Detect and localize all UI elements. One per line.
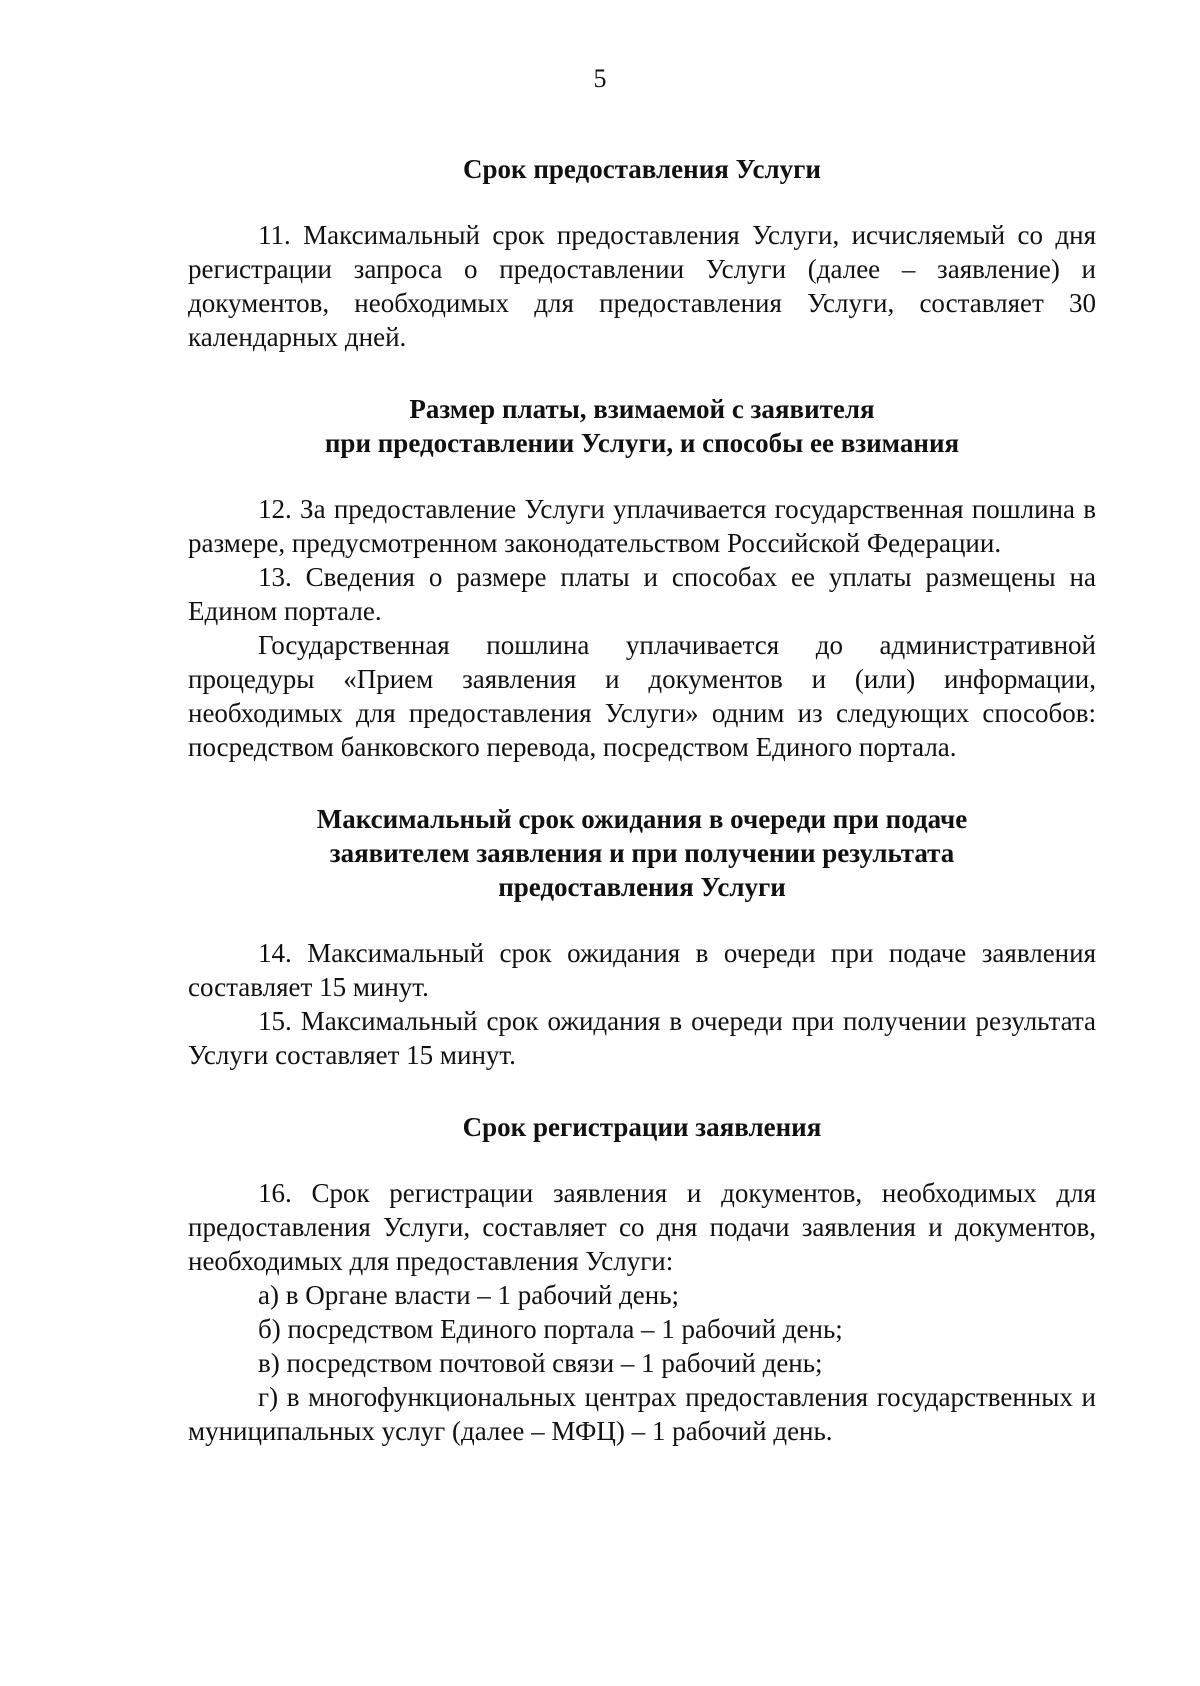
list-item: в) посредством почтовой связи – 1 рабочий день;: [258, 1348, 823, 1378]
list-item: г) в многофункциональных центрах предоставления государственных и муниципальных услуг (далее – МФЦ) – 1 рабочий день.: [188, 1382, 1096, 1446]
section-registration-term: [188, 1110, 1096, 1448]
section-fee: [188, 392, 1096, 764]
section-heading: Срок регистрации заявления: [462, 1112, 822, 1142]
page-number: 5: [593, 64, 607, 93]
list-item: а) в Органе власти – 1 рабочий день;: [258, 1280, 680, 1310]
paragraph-15: 15. Максимальный срок ожидания в очереди при получении результата Услуги составляет 15 минут.: [188, 1006, 1096, 1070]
section-heading-line: при предоставлении Услуги, и способы ее взимания: [324, 428, 960, 458]
list-item: б) посредством Единого портала – 1 рабочий день;: [258, 1314, 843, 1344]
paragraph-11: 11. Максимальный срок предоставления Услуги, исчисляемый со дня регистрации запроса о предоставлении Услуги (далее – заявление) и документов, необходимых для предоставления Услуги, составляет 30 календарных дней.: [188, 220, 1096, 352]
paragraph-12: 12. За предоставление Услуги уплачивается государственная пошлина в размере, предусмотренном законодательством Российской Федерации.: [188, 494, 1096, 558]
section-heading-line: заявителем заявления и при получении результата: [329, 838, 955, 868]
section-heading: Срок предоставления Услуги: [463, 154, 821, 184]
section-heading-line: Размер платы, взимаемой с заявителя: [409, 394, 875, 424]
section-heading-line: предоставления Услуги: [498, 872, 786, 902]
document-body: [188, 152, 1096, 1448]
section-queue-time: [188, 802, 1096, 1072]
paragraph-16: 16. Срок регистрации заявления и документов, необходимых для предоставления Услуги, составляет со дня подачи заявления и документов, необходимых для предоставления Услуги:: [188, 1178, 1096, 1276]
paragraph-14: 14. Максимальный срок ожидания в очереди при подаче заявления составляет 15 минут.: [188, 938, 1096, 1002]
section-service-term: [188, 152, 1096, 354]
section-heading-line: Максимальный срок ожидания в очереди при подаче: [316, 804, 968, 834]
paragraph-13: 13. Сведения о размере платы и способах ее уплаты размещены на Едином портале.: [188, 562, 1096, 626]
paragraph-fee-methods: Государственная пошлина уплачивается до административной процедуры «Прием заявления и документов и (или) информации, необходимых для предоставления Услуги» одним из следующих способов: посредством банковского перевода, посредством Единого портала.: [188, 630, 1096, 762]
